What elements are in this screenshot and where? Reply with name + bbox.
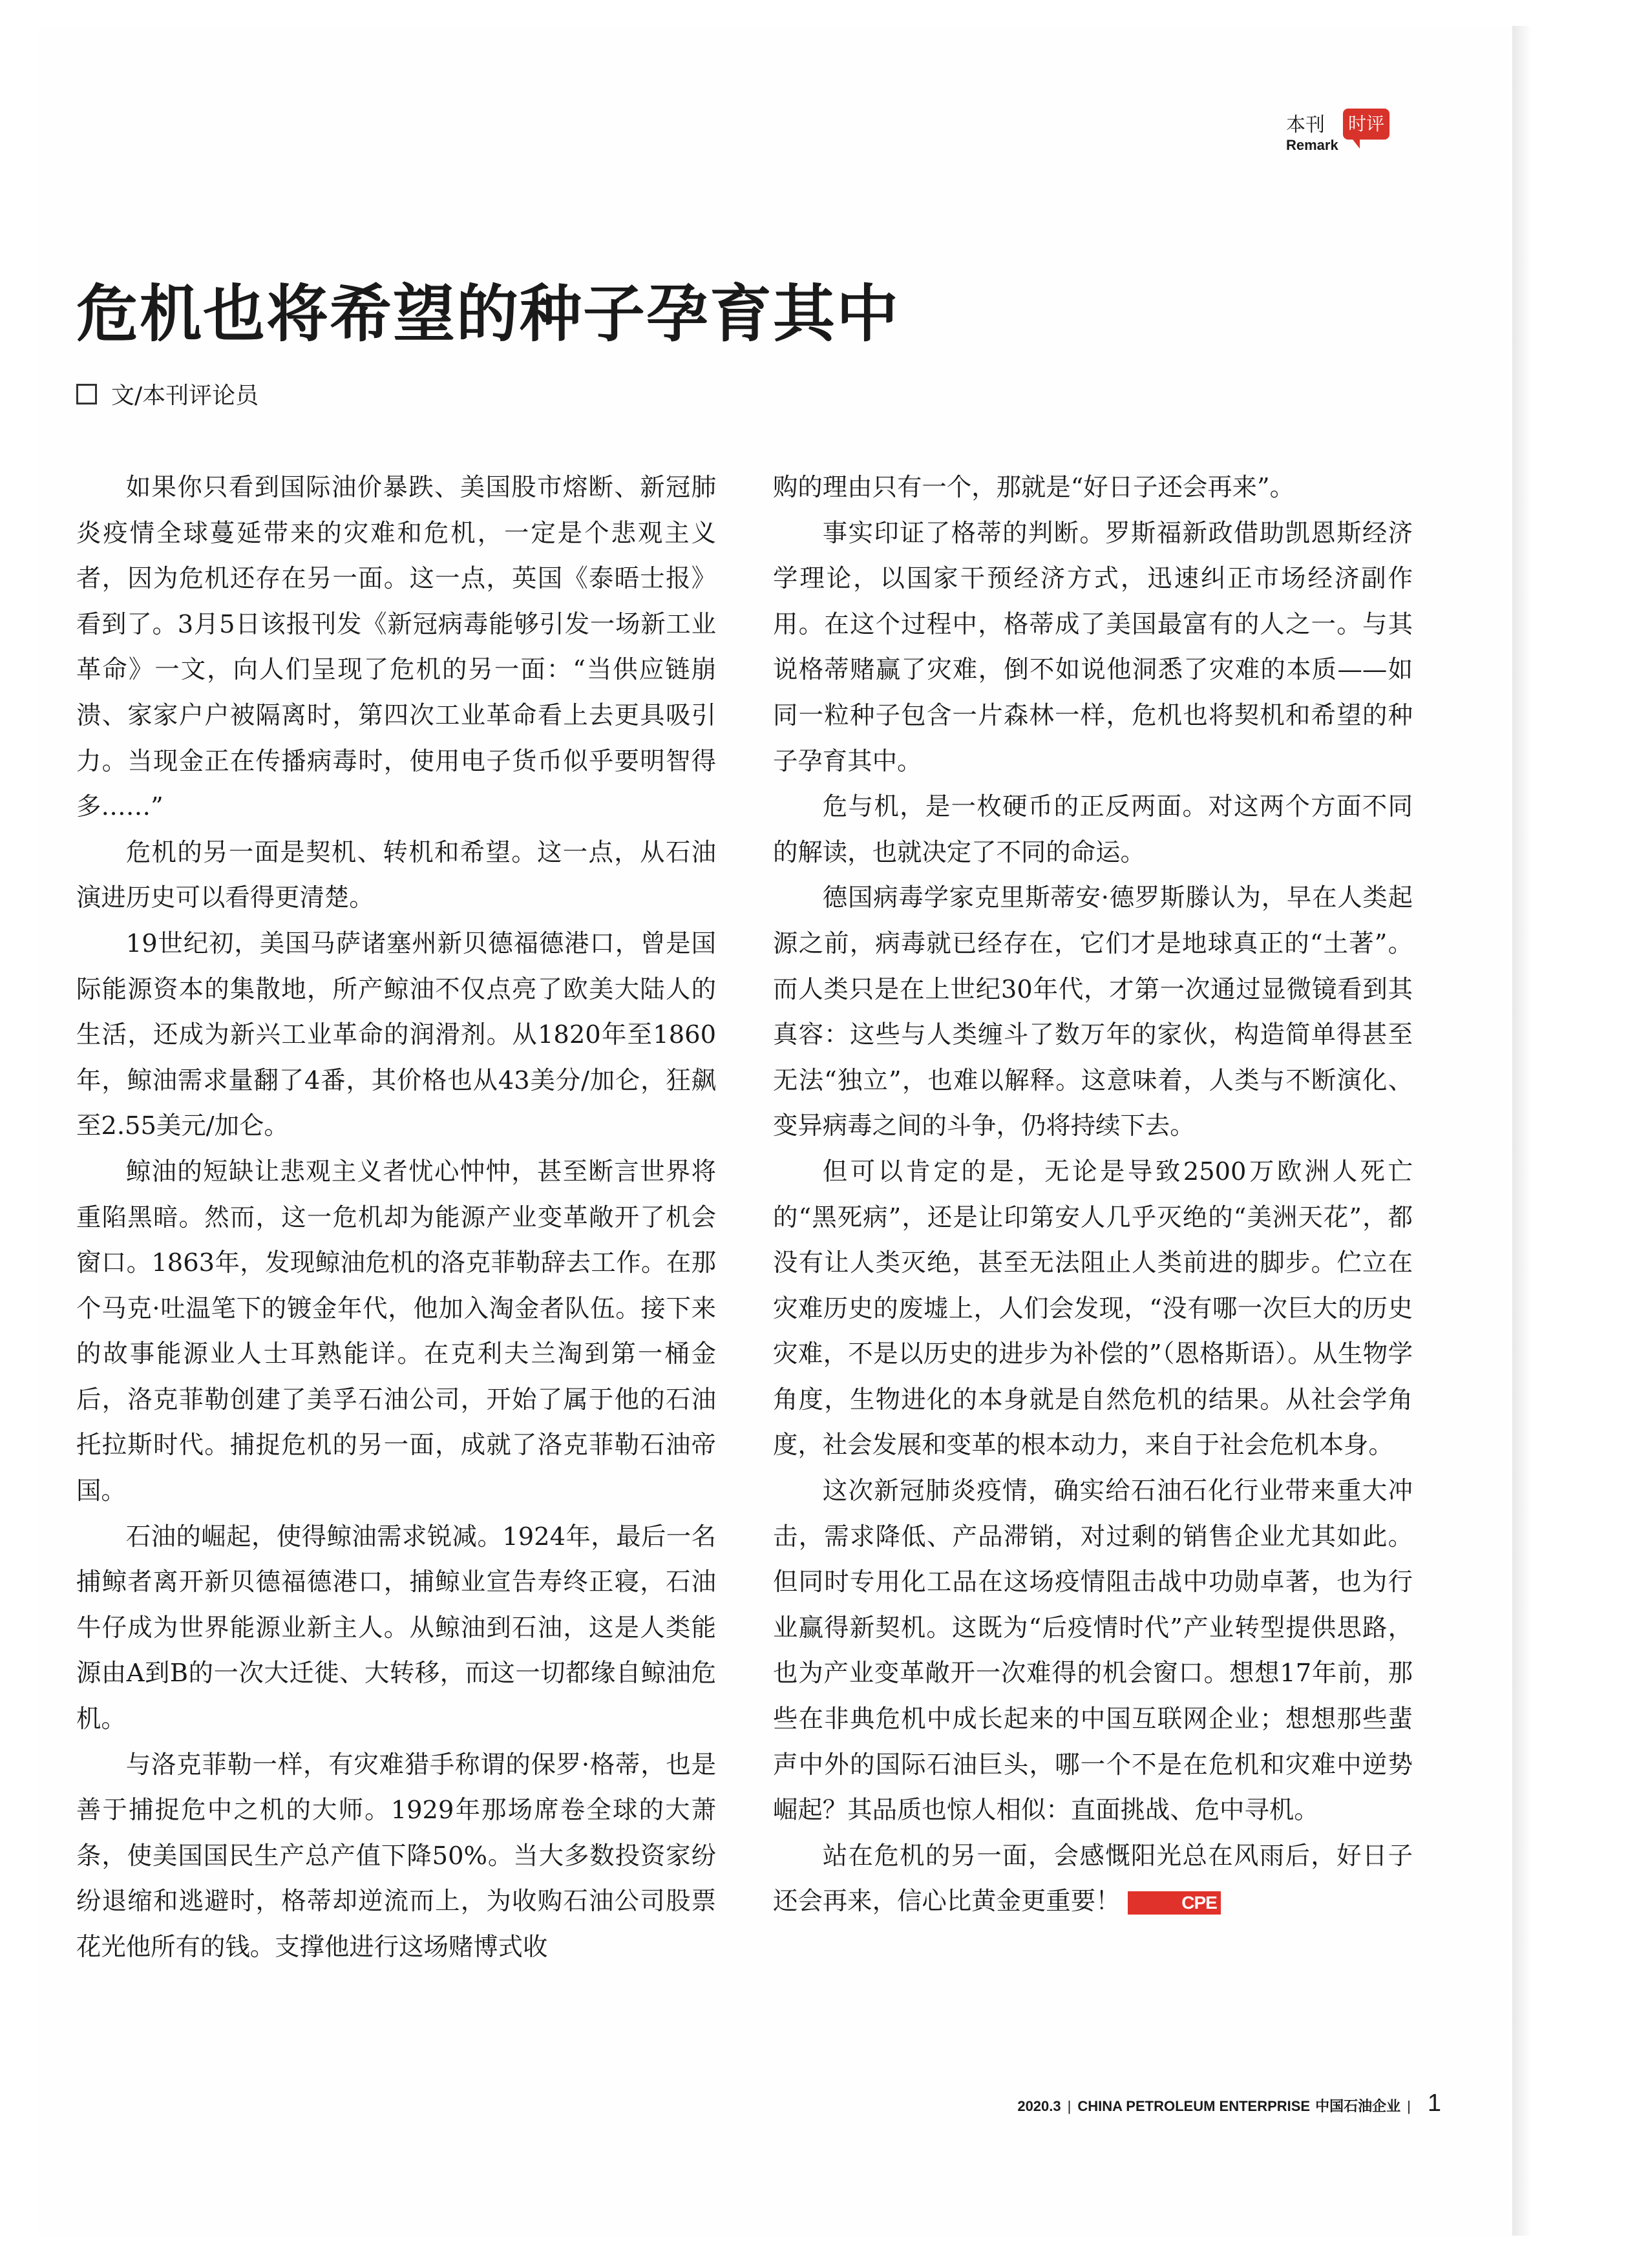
paragraph: 与洛克菲勒一样，有灾难猎手称谓的保罗·格蒂，也是善于捕捉危中之机的大师。1929年那场席卷全球的大萧条，使美国国民生产总产值下降50%。当大多数投资家纷纷退缩和逃避时，格蒂却逆流而上，为收购石油公司股票花光他所有的钱。支撑他进行这场赌博式收: [76, 1750, 716, 1962]
page-number: 1: [1427, 2090, 1441, 2117]
square-bullet-icon: [76, 384, 97, 404]
paragraph: 危与机，是一枚硬币的正反两面。对这两个方面不同的解读，也就决定了不同的命运。: [773, 792, 1413, 867]
page-footer: [1017, 2090, 1441, 2117]
publication-name-cn: 中国石油企业: [1315, 2098, 1401, 2114]
closing-paragraph: [773, 1834, 1413, 1925]
paragraph: 这次新冠肺炎疫情，确实给石油石化行业带来重大冲击，需求降低、产品滞销，对过剩的销售企业尤其如此。但同时专用化工品在这场疫情阻击战中功勋卓著，也为行业赢得新契机。这既为“后疫情时代”产业转型提供思路，也为产业变革敞开一次难得的机会窗口。想想17年前，那些在非典危机中成长起来的中国互联网企业；想想那些蜚声中外的国际石油巨头，哪一个不是在危机和灾难中逆势崛起？其品质也惊人相似：直面挑战、危中寻机。: [773, 1476, 1413, 1825]
footer-separator: |: [1407, 2098, 1411, 2114]
paragraph: 德国病毒学家克里斯蒂安·德罗斯滕认为，早在人类起源之前，病毒就已经存在，它们才是地球真正的“土著”。而人类只是在上世纪30年代，才第一次通过显微镜看到其真容：这些与人类缠斗了数万年的家伙，构造简单得甚至无法“独立”，也难以解释。这意味着，人类与不断演化、变异病毒之间的斗争，仍将持续下去。: [773, 883, 1413, 1141]
paragraph: 但可以肯定的是，无论是导致2500万欧洲人死亡的“黑死病”，还是让印第安人几乎灭绝的“美洲天花”，都没有让人类灭绝，甚至无法阻止人类前进的脚步。伫立在灾难历史的废墟上，人们会发现，“没有哪一次巨大的历史灾难，不是以历史的进步为补偿的”（恩格斯语）。从生物学角度，生物进化的本身就是自然危机的结果。从社会学角度，社会发展和变革的根本动力，来自于社会危机本身。: [773, 1157, 1413, 1460]
article-title: 危机也将希望的种子孕育其中: [76, 277, 900, 350]
paragraph: 危机的另一面是契机、转机和希望。这一点，从石油演进历史可以看得更清楚。: [76, 837, 716, 913]
left-column: [76, 465, 716, 1971]
speech-bubble-tail-icon: [1351, 137, 1360, 149]
paragraph: 鲸油的短缺让悲观主义者忧心忡忡，甚至断言世界将重陷黑暗。然而，这一危机却为能源产业变革敞开了机会窗口。1863年，发现鲸油危机的洛克菲勒辞去工作。在那个马克·吐温笔下的镀金年代，他加入淘金者队伍。接下来的故事能源业人士耳熟能详。在克利夫兰淘到第一桶金后，洛克菲勒创建了美孚石油公司，开始了属于他的石油托拉斯时代。捕捉危机的另一面，成就了洛克菲勒石油帝国。: [76, 1157, 716, 1506]
paragraph: 石油的崛起，使得鲸油需求锐减。1924年，最后一名捕鲸者离开新贝德福德港口，捕鲸业宣告寿终正寝，石油牛仔成为世界能源业新主人。从鲸油到石油，这是人类能源由A到B的一次大迁徙、大转移，而这一切都缘自鲸油危机。: [76, 1522, 716, 1734]
paragraph: 如果你只看到国际油价暴跌、美国股市熔断、新冠肺炎疫情全球蔓延带来的灾难和危机，一定是个悲观主义者，因为危机还存在另一面。这一点，英国《泰晤士报》看到了。3月5日该报刊发《新冠病毒能够引发一场新工业革命》一文，向人们呈现了危机的另一面：“当供应链崩溃、家家户户被隔离时，第四次工业革命看上去更具吸引力。当现金正在传播病毒时，使用电子货币似乎要明智得多……”: [76, 473, 716, 822]
paragraph-continued: 购的理由只有一个，那就是“好日子还会再来”。: [773, 473, 1295, 502]
section-label-en: Remark: [1286, 137, 1338, 153]
paragraph: 事实印证了格蒂的判断。罗斯福新政借助凯恩斯经济学理论，以国家干预经济方式，迅速纠正市场经济副作用。在这个过程中，格蒂成了美国最富有的人之一。与其说格蒂赌赢了灾难，倒不如说他洞悉了灾难的本质——如同一粒种子包含一片森林一样，危机也将契机和希望的种子孕育其中。: [773, 518, 1413, 776]
section-badge: 时评: [1343, 109, 1389, 140]
section-label: [1286, 109, 1402, 160]
page-edge-shadow: [1512, 26, 1532, 2236]
cpe-end-mark: CPE: [1128, 1891, 1220, 1915]
footer-separator: |: [1067, 2098, 1072, 2114]
section-label-cn: 本刊: [1286, 114, 1325, 136]
byline-text: 文/本刊评论员: [111, 383, 259, 409]
publication-name-en: CHINA PETROLEUM ENTERPRISE: [1077, 2098, 1311, 2114]
closing-text: 站在危机的另一面，会感慨阳光总在风雨后，好日子还会再来，信心比黄金更重要！: [773, 1841, 1413, 1916]
paragraph: 19世纪初，美国马萨诸塞州新贝德福德港口，曾是国际能源资本的集散地，所产鲸油不仅点亮了欧美大陆人的生活，还成为新兴工业革命的润滑剂。从1820年至1860年，鲸油需求量翻了4番，其价格也从43美分/加仑，狂飙至2.55美元/加仑。: [76, 929, 716, 1141]
byline: [76, 377, 259, 410]
issue-number: 2020.3: [1017, 2098, 1061, 2114]
right-column: [773, 465, 1413, 1925]
